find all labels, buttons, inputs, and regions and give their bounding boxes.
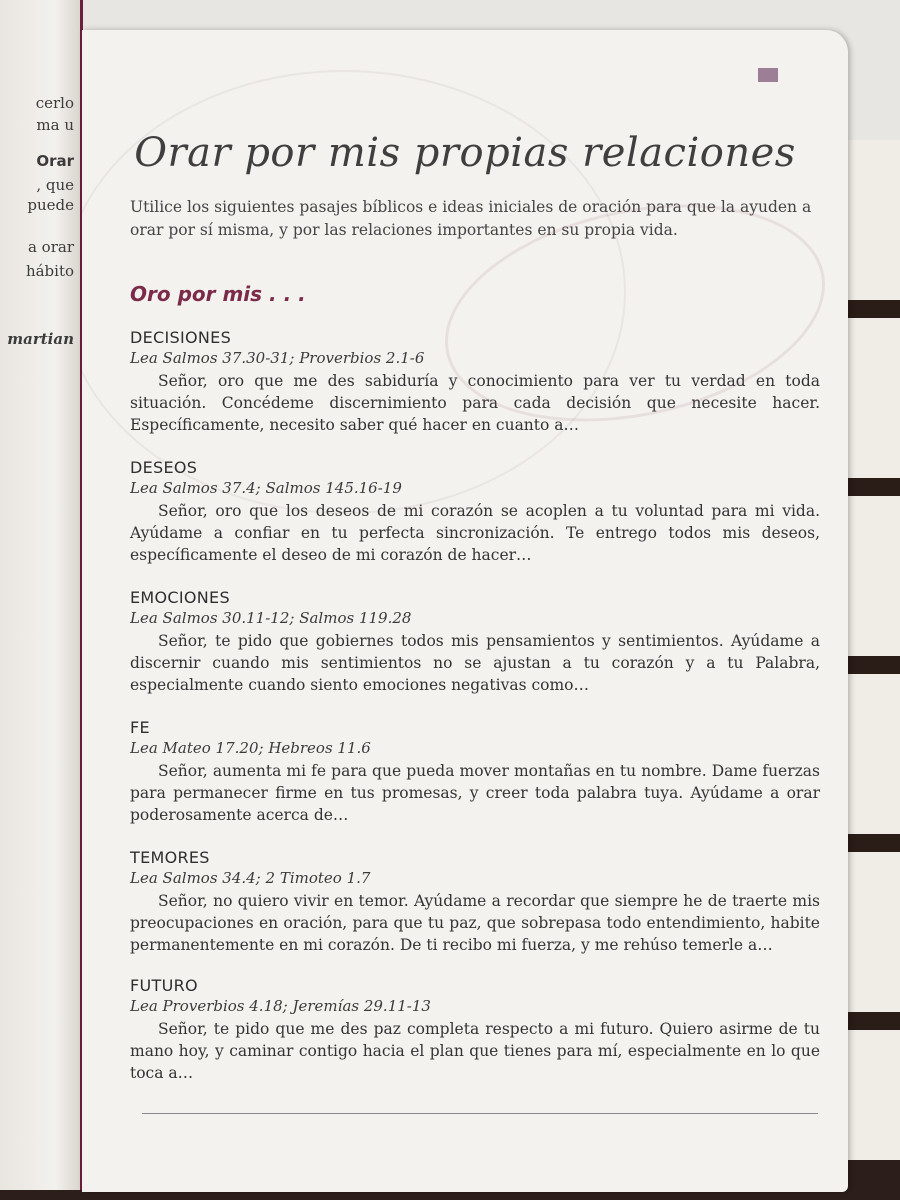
- section-title: DECISIONES: [130, 328, 232, 347]
- section-title: FUTURO: [130, 976, 198, 995]
- prev-page-fragment: cerlo: [35, 94, 74, 112]
- background-shelf: [840, 140, 900, 1200]
- scripture-reference: Lea Proverbios 4.18; Jeremías 29.11-13: [130, 997, 431, 1015]
- prayer-section-deseos: [130, 458, 820, 566]
- intro-paragraph: Utilice los siguientes pasajes bíblicos e ideas iniciales de oración para que la ayuden a orar por sí misma, y por las relaciones importantes en su propia vida.: [130, 198, 812, 239]
- section-title: EMOCIONES: [130, 588, 230, 607]
- prayer-text: Señor, no quiero vivir en temor. Ayúdame a recordar que siempre he de traerte mis preocupaciones en oración, para que tu paz, que sobrepasa todo entendimiento, habite permanentemente en mi corazón. De ti recibo mi fuerza, y me rehúso temerle a…: [130, 892, 820, 954]
- prayer-section-temores: [130, 848, 820, 956]
- section-title: TEMORES: [130, 848, 210, 867]
- prayer-text: Señor, te pido que gobiernes todos mis pensamientos y sentimientos. Ayúdame a discernir cuando mis sentimientos no se ajustan a tu corazón y a tu Palabra, especialmente cuando siento emociones negativas como…: [130, 632, 820, 694]
- previous-page-edge: [0, 0, 83, 1190]
- prayer-section-fe: [130, 718, 820, 826]
- prayer-text: Señor, oro que me des sabiduría y conocimiento para ver tu verdad en toda situación. Concédeme discernimiento para cada decisión que necesite hacer. Específicamente, necesito saber qué hacer en cuanto a…: [130, 372, 820, 434]
- page-title: Orar por mis propias relaciones: [134, 130, 796, 176]
- scripture-reference: Lea Salmos 37.4; Salmos 145.16-19: [130, 479, 402, 497]
- prayer-text: Señor, aumenta mi fe para que pueda mover montañas en tu nombre. Dame fuerzas para permanecer firme en tus promesas, y creer toda palabra tuya. Ayúdame a orar poderosamente acerca de…: [130, 762, 820, 824]
- prev-page-fragment: ma u: [36, 116, 74, 134]
- prev-page-fragment: hábito: [25, 262, 74, 280]
- section-title: FE: [130, 718, 150, 737]
- scripture-reference: Lea Salmos 37.30-31; Proverbios 2.1-6: [130, 349, 425, 367]
- prayer-section-decisiones: [130, 328, 820, 436]
- subheading: Oro por mis . . .: [130, 282, 306, 306]
- page-corner-tab: [758, 68, 778, 82]
- prayer-section-futuro: [130, 976, 820, 1084]
- prayer-text: Señor, oro que los deseos de mi corazón se acoplen a tu voluntad para mi vida. Ayúdame a confiar en tu perfecta sincronización. Te entrego todos mis deseos, específicamente el deseo de mi corazón de hacer…: [130, 502, 820, 564]
- book-page: [82, 30, 848, 1192]
- section-title: DESEOS: [130, 458, 198, 477]
- scripture-reference: Lea Salmos 34.4; 2 Timoteo 1.7: [130, 869, 371, 887]
- scripture-reference: Lea Salmos 30.11-12; Salmos 119.28: [130, 609, 412, 627]
- prev-page-fragment: puede: [27, 196, 74, 214]
- prev-page-fragment: a orar: [27, 238, 74, 256]
- bottom-rule: [142, 1113, 818, 1114]
- scripture-reference: Lea Mateo 17.20; Hebreos 11.6: [130, 739, 371, 757]
- prev-page-fragment: Orar: [36, 152, 74, 170]
- prayer-text: Señor, te pido que me des paz completa respecto a mi futuro. Quiero asirme de tu mano hoy, y caminar contigo hacia el plan que tienes para mí, especialmente en lo que toca a…: [130, 1020, 820, 1082]
- prev-page-fragment: , que: [36, 176, 74, 194]
- prayer-section-emociones: [130, 588, 820, 696]
- prev-page-fragment: martian: [7, 330, 74, 348]
